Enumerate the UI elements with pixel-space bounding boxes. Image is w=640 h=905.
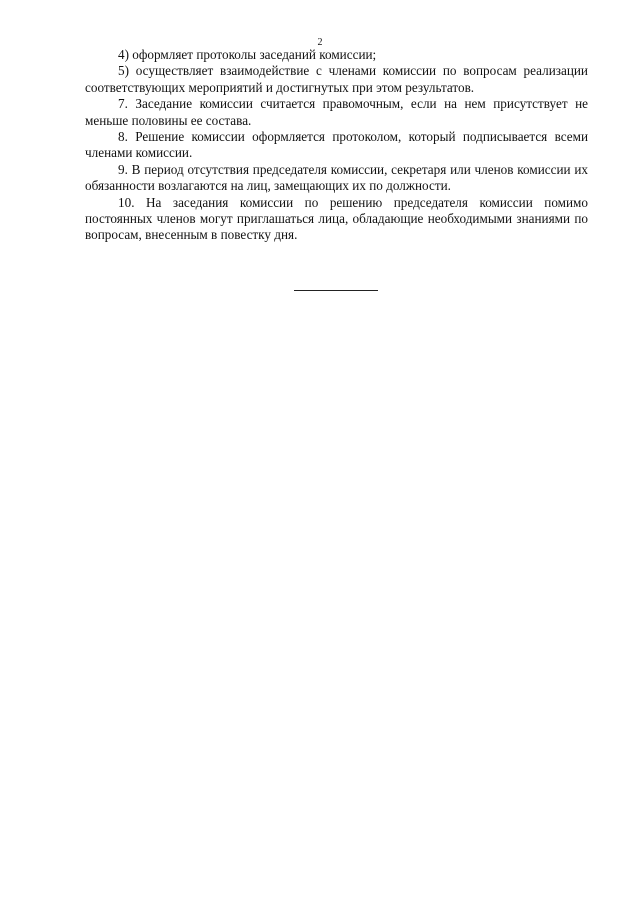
paragraph-item-4: 4) оформляет протоколы заседаний комиссии; xyxy=(118,47,377,62)
document-body xyxy=(85,47,588,244)
paragraph-clause-10: 10. На заседания комиссии по решению председателя комиссии помимо постоянных членов могут приглашаться лица, обладающие необходимыми знаниями по вопросам, внесенным в повестку дня. xyxy=(85,194,588,243)
paragraph-clause-8: 8. Решение комиссии оформляется протоколом, который подписывается всеми членами комиссии. xyxy=(85,129,588,161)
paragraph-clause-9: 9. В период отсутствия председателя комиссии, секретаря или членов комиссии их обязанности возлагаются на лиц, замещающих их по должности. xyxy=(85,161,588,194)
end-of-document-rule xyxy=(294,290,378,291)
page-number: 2 xyxy=(317,37,323,48)
paragraph-item-5: 5) осуществляет взаимодействие с членами комиссии по вопросам реализации соответствующих мероприятий и достигнутых при этом результатов. xyxy=(85,63,588,95)
paragraph-clause-7: 7. Заседание комиссии считается правомочным, если на нем присутствует не меньше половины ее состава. xyxy=(85,96,588,128)
